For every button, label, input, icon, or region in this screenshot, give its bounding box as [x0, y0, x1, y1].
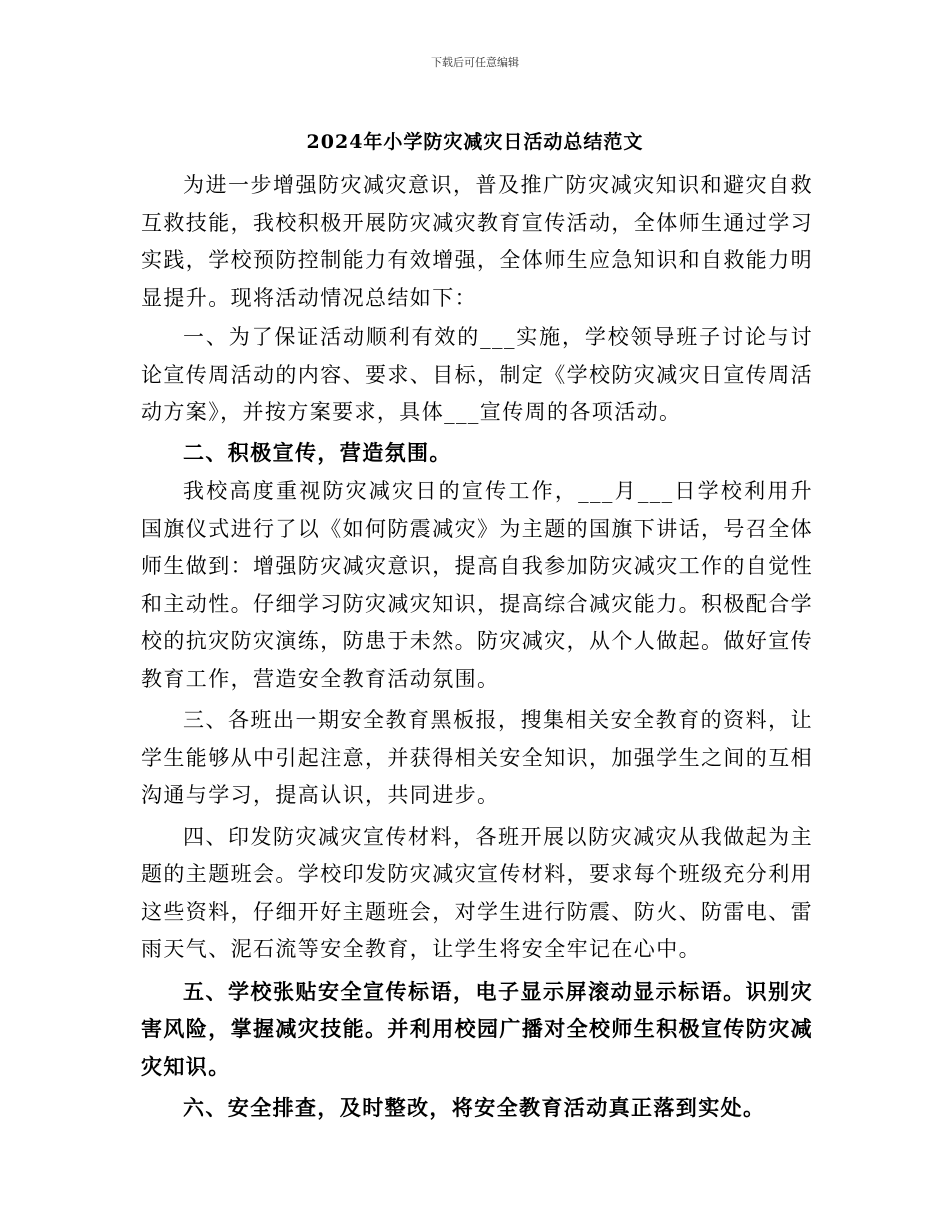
header-note: 下载后可任意编辑 — [431, 56, 519, 69]
document-body — [141, 167, 813, 1127]
paragraph-section-2-body: 我校高度重视防灾减灾日的宣传工作，___月___日学校利用升国旗仪式进行了以《如何防震减灾》为主题的国旗下讲话，号召全体师生做到：增强防灾减灾意识，提高自我参加防灾减灾工作的自觉性和主动性。仔细学习防灾减灾知识，提高综合减灾能力。积极配合学校的抗灾防灾演练，防患于未然。防灾减灾，从个人做起。做好宣传教育工作，营造安全教育活动氛围。 — [141, 479, 813, 691]
paragraph-intro: 为进一步增强防灾减灾意识，普及推广防灾减灾知识和避灾自救互救技能，我校积极开展防灾减灾教育宣传活动，全体师生通过学习实践，学校预防控制能力有效增强，全体师生应急知识和自救能力明显提升。现将活动情况总结如下： — [141, 173, 813, 310]
document-title: 2024年小学防灾减灾日活动总结范文 — [306, 131, 644, 153]
paragraph-section-2-heading: 二、积极宣传，营造氛围。 — [183, 439, 452, 465]
paragraph-section-1: 一、为了保证活动顺利有效的___实施，学校领导班子讨论与讨论宣传周活动的内容、要求、目标，制定《学校防灾减灾日宣传周活动方案》，并按方案要求，具体___宣传周的各项活动。 — [141, 325, 813, 424]
paragraph-section-5: 五、学校张贴安全宣传标语，电子显示屏滚动显示标语。识别灾害风险，掌握减灾技能。并利用校园广播对全校师生积极宣传防灾减灾知识。 — [141, 978, 813, 1079]
paragraph-section-4: 四、印发防灾减灾宣传材料，各班开展以防灾减灾从我做起为主题的主题班会。学校印发防灾减灾宣传材料，要求每个班级充分利用这些资料，仔细开好主题班会，对学生进行防震、防火、防雷电、雷雨天气、泥石流等安全教育，让学生将安全牢记在心中。 — [141, 824, 813, 961]
paragraph-section-6: 六、安全排查，及时整改，将安全教育活动真正落到实处。 — [183, 1095, 766, 1120]
paragraph-section-3: 三、各班出一期安全教育黑板报，搜集相关安全教育的资料，让学生能够从中引起注意，并获得相关安全知识，加强学生之间的互相沟通与学习，提高认识，共同进步。 — [141, 708, 813, 807]
